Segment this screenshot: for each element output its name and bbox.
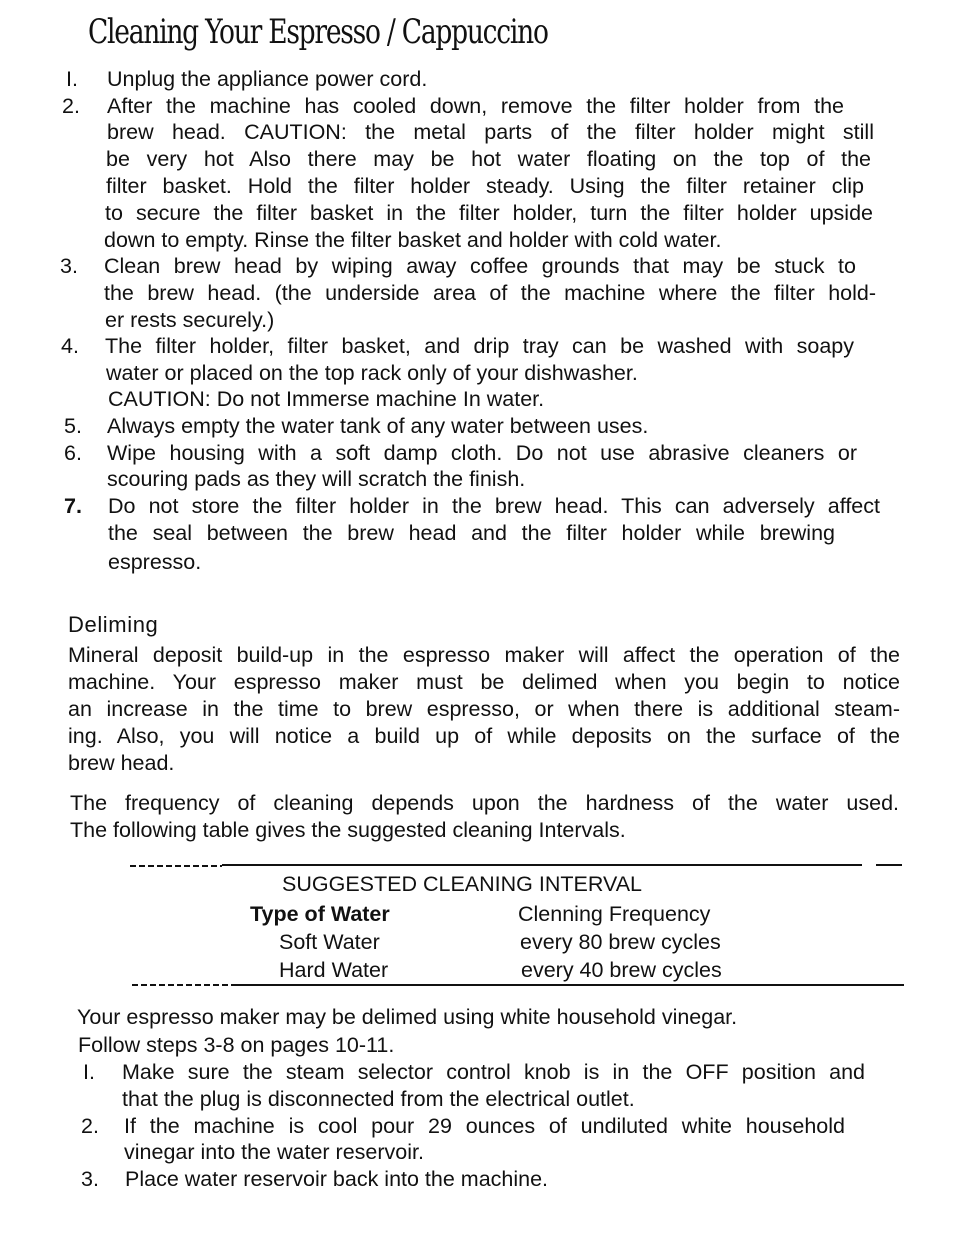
step-number: 3.	[81, 1167, 99, 1191]
step-number: 7.	[64, 494, 82, 518]
vinegar-intro-line: Follow steps 3-8 on pages 10-11.	[78, 1033, 395, 1057]
step-number: 3.	[60, 254, 78, 278]
table-header-water: Type of Water	[250, 902, 390, 926]
step-number: 2.	[81, 1114, 99, 1138]
step-number: 5.	[64, 414, 82, 438]
step-line: to secure the filter basket in the filter holder, turn the filter holder upside	[105, 201, 873, 225]
table-cell-water: Hard Water	[279, 958, 389, 982]
step-line: er rests securely.)	[105, 308, 275, 332]
frequency-paragraph	[70, 790, 899, 844]
paragraph-line: brew head.	[68, 751, 175, 775]
step-number: 6.	[64, 441, 82, 465]
step-line: Place water reservoir back into the machine.	[125, 1167, 549, 1191]
table-title: SUGGESTED CLEANING INTERVAL	[282, 872, 643, 896]
step-line: After the machine has cooled down, remove the filter holder from the	[107, 94, 844, 118]
step-line: down to empty. Rinse the filter basket and holder with cold water.	[104, 228, 722, 252]
deliming-paragraph	[68, 642, 900, 777]
paragraph-line: The frequency of cleaning depends upon the hardness of the water used.	[70, 791, 899, 815]
paragraph-line: machine. Your espresso maker must be delimed when you begin to notice	[68, 670, 900, 694]
step-line: Unplug the appliance power cord.	[107, 67, 428, 91]
table-cell-frequency: every 80 brew cycles	[520, 930, 721, 954]
table-cell-water: Soft Water	[279, 930, 380, 954]
deliming-heading: Deliming	[68, 612, 159, 637]
step-line: Make sure the steam selector control knob is in the OFF position and	[122, 1060, 865, 1084]
paragraph-line: ing. Also, you will notice a build up of while deposits on the surface of the	[68, 724, 900, 748]
step-line: brew head. CAUTION: the metal parts of the filter holder might still	[107, 120, 874, 144]
step-line: Do not store the filter holder in the brew head. This can adversely affect	[108, 494, 880, 518]
step-number: 2.	[62, 94, 80, 118]
table-top-rule	[222, 864, 862, 866]
step-line: that the plug is disconnected from the electrical outlet.	[122, 1087, 635, 1111]
step-line: the seal between the brew head and the filter holder while brewing	[108, 521, 835, 545]
step-line: filter basket. Hold the filter holder steady. Using the filter retainer clip	[106, 174, 864, 198]
step-number: I.	[66, 67, 78, 91]
step-line: vinegar into the water reservoir.	[124, 1140, 424, 1164]
step-line: espresso.	[108, 550, 202, 574]
step-line: be very hot Also there may be hot water floating on the top of the	[106, 147, 871, 171]
step-line: Wipe housing with a soft damp cloth. Do not use abrasive cleaners or	[107, 441, 857, 465]
table-top-rule-end	[876, 864, 902, 866]
step-line: Always empty the water tank of any water between uses.	[107, 414, 649, 438]
paragraph-line: The following table gives the suggested cleaning Intervals.	[70, 818, 626, 842]
step-line: water or placed on the top rack only of your dishwasher.	[106, 361, 638, 385]
step-line: If the machine is cool pour 29 ounces of undiluted white household	[124, 1114, 845, 1138]
table-top-rule-dashed	[130, 865, 222, 867]
step-line: Clean brew head by wiping away coffee grounds that may be stuck to	[104, 254, 856, 278]
paragraph-line: an increase in the time to brew espresso, or when there is additional steam-	[68, 697, 900, 721]
step-number: 4.	[61, 334, 79, 358]
table-cell-frequency: every 40 brew cycles	[521, 958, 722, 982]
step-number: I.	[83, 1060, 95, 1084]
paragraph-line: Mineral deposit build-up in the espresso maker will affect the operation of the	[68, 643, 900, 667]
table-header-frequency: Clenning Frequency	[518, 902, 711, 926]
step-line: CAUTION: Do not Immerse machine In water.	[108, 387, 545, 411]
table-bottom-rule	[236, 984, 904, 986]
vinegar-intro-line: Your espresso maker may be delimed using white household vinegar.	[77, 1005, 738, 1029]
step-line: The filter holder, filter basket, and drip tray can be washed with soapy	[105, 334, 854, 358]
page-title: Cleaning Your Espresso / Cappuccino	[88, 12, 548, 52]
table-bottom-rule-dashed	[132, 984, 236, 986]
step-line: the brew head. (the underside area of the machine where the filter hold-	[104, 281, 876, 305]
step-line: scouring pads as they will scratch the finish.	[107, 467, 526, 491]
